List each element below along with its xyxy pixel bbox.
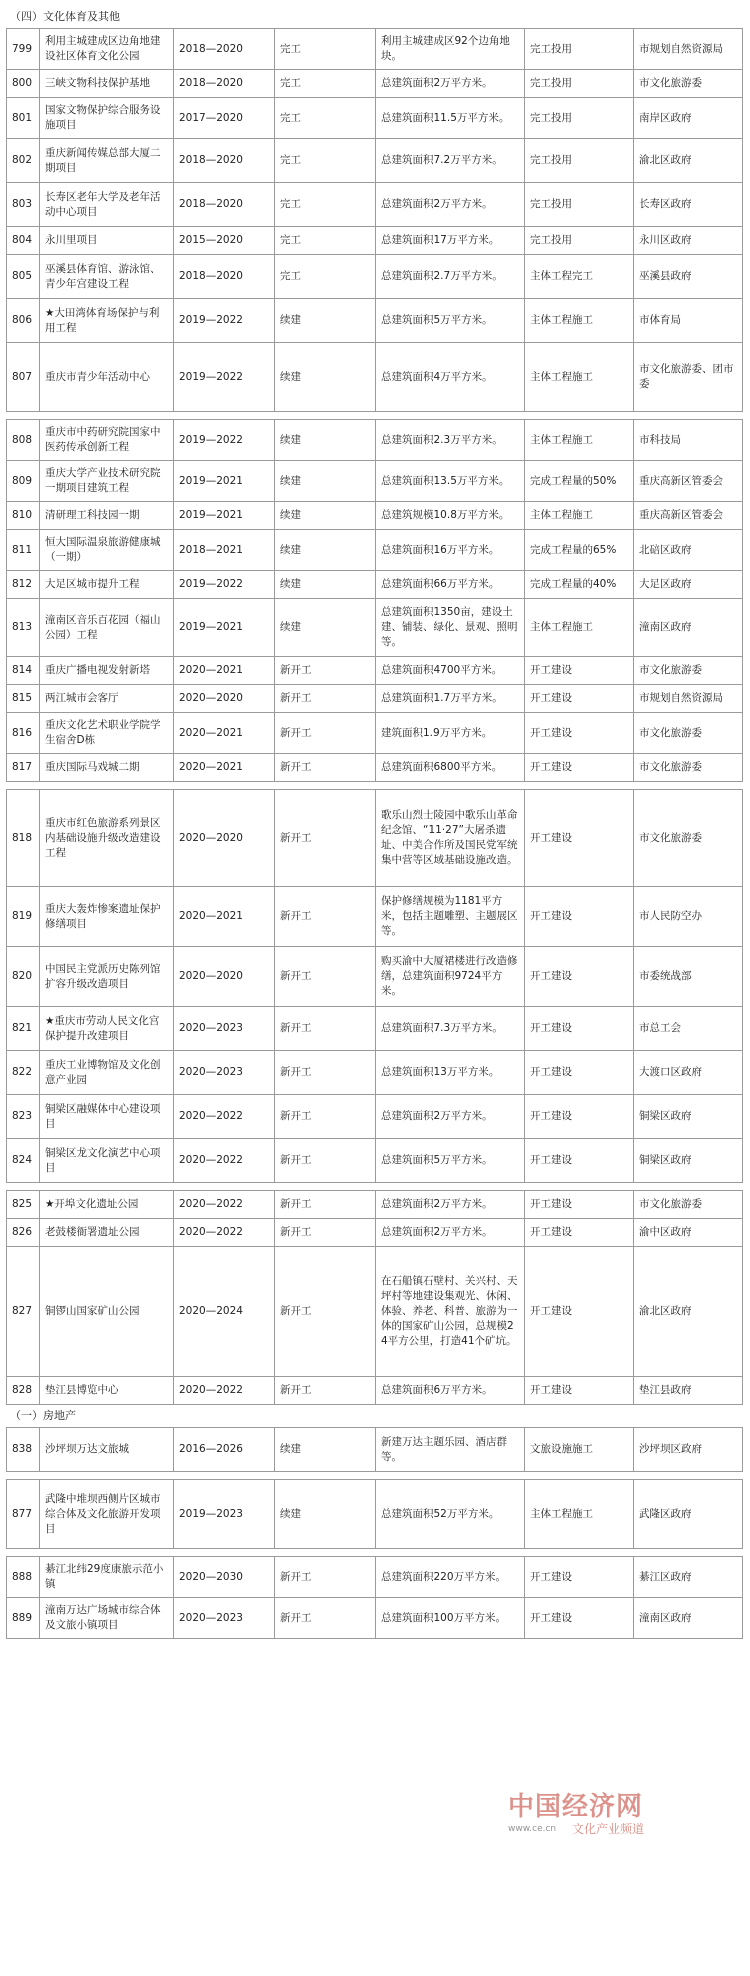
scale-cell: 总建筑面积2万平方米。 [376,1191,525,1219]
row-number-cell: 805 [7,255,40,299]
project-name-cell: 垫江县博览中心 [40,1377,174,1405]
watermark-logo: 中国经济网 [508,1792,644,1822]
progress-cell: 开工建设 [525,1095,634,1139]
period-cell: 2020—2021 [174,887,275,947]
row-number-cell: 814 [7,657,40,685]
project-name-cell: 两江城市会客厅 [40,685,174,713]
progress-cell: 开工建设 [525,1219,634,1247]
department-cell: 市体育局 [634,299,743,343]
period-cell: 2020—2022 [174,1377,275,1405]
scale-cell: 新建万达主题乐园、酒店群等。 [376,1428,525,1472]
project-name-cell: 利用主城建成区边角地建设社区体育文化公园 [40,29,174,70]
scale-cell: 总建筑面积6万平方米。 [376,1377,525,1405]
scale-cell: 总建筑面积16万平方米。 [376,530,525,571]
scale-cell: 总建筑面积7.2万平方米。 [376,139,525,183]
progress-cell: 开工建设 [525,713,634,754]
row-number-cell: 817 [7,754,40,782]
project-name-cell: 中国民主党派历史陈列馆扩容升级改造项目 [40,947,174,1007]
table-row [7,227,743,255]
department-cell: 市文化旅游委、团市委 [634,343,743,412]
department-cell: 市文化旅游委 [634,70,743,98]
table-row [7,657,743,685]
table-row [7,571,743,599]
nature-cell: 续建 [275,420,376,461]
row-number-cell: 838 [7,1428,40,1472]
document [6,6,742,1639]
table-row [7,713,743,754]
progress-cell: 开工建设 [525,887,634,947]
row-number-cell: 823 [7,1095,40,1139]
nature-cell: 新开工 [275,1051,376,1095]
row-number-cell: 824 [7,1139,40,1183]
project-name-cell: 老鼓楼衙署遗址公园 [40,1219,174,1247]
period-cell: 2020—2023 [174,1051,275,1095]
scale-cell: 总建筑面积13.5万平方米。 [376,461,525,502]
row-number-cell: 816 [7,713,40,754]
department-cell: 市文化旅游委 [634,657,743,685]
table-row [7,1247,743,1377]
period-cell: 2020—2020 [174,790,275,887]
period-cell: 2019—2021 [174,599,275,657]
period-cell: 2020—2023 [174,1598,275,1639]
table-row [7,754,743,782]
project-table [6,1427,743,1472]
table-row [7,1219,743,1247]
nature-cell: 续建 [275,1428,376,1472]
scale-cell: 总建筑面积100万平方米。 [376,1598,525,1639]
project-name-cell: 重庆市红色旅游系列景区内基础设施升级改造建设工程 [40,790,174,887]
progress-cell: 主体工程施工 [525,502,634,530]
department-cell: 潼南区政府 [634,599,743,657]
nature-cell: 续建 [275,502,376,530]
table-row [7,1191,743,1219]
table-gap [6,782,742,789]
project-name-cell: 重庆新闻传媒总部大厦二期项目 [40,139,174,183]
department-cell: 铜梁区政府 [634,1095,743,1139]
project-name-cell: 铜锣山国家矿山公园 [40,1247,174,1377]
row-number-cell: 821 [7,1007,40,1051]
project-name-cell: 重庆广播电视发射新塔 [40,657,174,685]
period-cell: 2018—2020 [174,29,275,70]
department-cell: 渝北区政府 [634,1247,743,1377]
row-number-cell: 804 [7,227,40,255]
table-row [7,299,743,343]
table-row [7,1557,743,1598]
period-cell: 2019—2022 [174,299,275,343]
progress-cell: 开工建设 [525,1191,634,1219]
project-name-cell: 大足区城市提升工程 [40,571,174,599]
row-number-cell: 889 [7,1598,40,1639]
project-name-cell: 重庆工业博物馆及文化创意产业园 [40,1051,174,1095]
period-cell: 2019—2021 [174,502,275,530]
table-row [7,1095,743,1139]
table-row [7,530,743,571]
nature-cell: 续建 [275,1480,376,1549]
progress-cell: 开工建设 [525,1557,634,1598]
progress-cell: 开工建设 [525,1139,634,1183]
row-number-cell: 826 [7,1219,40,1247]
table-row [7,1007,743,1051]
scale-cell: 总建筑面积1350亩，建设土建、铺装、绿化、景观、照明等。 [376,599,525,657]
progress-cell: 开工建设 [525,1007,634,1051]
scale-cell: 利用主城建成区92个边角地块。 [376,29,525,70]
project-name-cell: 潼南万达广场城市综合体及文旅小镇项目 [40,1598,174,1639]
table-row [7,255,743,299]
scale-cell: 总建筑面积4万平方米。 [376,343,525,412]
table-row [7,183,743,227]
nature-cell: 续建 [275,599,376,657]
table-gap [6,1183,742,1190]
period-cell: 2020—2024 [174,1247,275,1377]
period-cell: 2019—2022 [174,420,275,461]
row-number-cell: 818 [7,790,40,887]
department-cell: 渝中区政府 [634,1219,743,1247]
nature-cell: 新开工 [275,685,376,713]
period-cell: 2019—2023 [174,1480,275,1549]
table-row [7,502,743,530]
project-name-cell: 长寿区老年大学及老年活动中心项目 [40,183,174,227]
nature-cell: 完工 [275,70,376,98]
period-cell: 2019—2021 [174,461,275,502]
project-name-cell: 三峡文物科技保护基地 [40,70,174,98]
nature-cell: 新开工 [275,713,376,754]
progress-cell: 文旅设施施工 [525,1428,634,1472]
row-number-cell: 801 [7,98,40,139]
nature-cell: 新开工 [275,1377,376,1405]
row-number-cell: 813 [7,599,40,657]
progress-cell: 开工建设 [525,790,634,887]
period-cell: 2020—2023 [174,1007,275,1051]
watermark [508,1786,718,1846]
progress-cell: 开工建设 [525,1051,634,1095]
period-cell: 2020—2021 [174,754,275,782]
scale-cell: 总建筑面积2万平方米。 [376,1095,525,1139]
period-cell: 2018—2020 [174,183,275,227]
row-number-cell: 888 [7,1557,40,1598]
table-row [7,947,743,1007]
progress-cell: 开工建设 [525,754,634,782]
period-cell: 2020—2022 [174,1191,275,1219]
table-row [7,1139,743,1183]
project-name-cell: ★开埠文化遗址公园 [40,1191,174,1219]
scale-cell: 购买渝中大厦裙楼进行改造修缮，总建筑面积9724平方米。 [376,947,525,1007]
department-cell: 铜梁区政府 [634,1139,743,1183]
table-row [7,685,743,713]
table-row [7,1480,743,1549]
scale-cell: 保护修缮规模为1181平方米，包括主题雕塑、主题展区等。 [376,887,525,947]
project-name-cell: 铜梁区融媒体中心建设项目 [40,1095,174,1139]
progress-cell: 完工投用 [525,29,634,70]
project-table [6,789,743,1183]
progress-cell: 完工投用 [525,98,634,139]
period-cell: 2018—2021 [174,530,275,571]
table-gap [6,1472,742,1479]
period-cell: 2016—2026 [174,1428,275,1472]
scale-cell: 总建筑面积66万平方米。 [376,571,525,599]
period-cell: 2020—2021 [174,657,275,685]
nature-cell: 新开工 [275,1219,376,1247]
project-name-cell: 重庆国际马戏城二期 [40,754,174,782]
scale-cell: 总建筑面积52万平方米。 [376,1480,525,1549]
table-row [7,29,743,70]
row-number-cell: 800 [7,70,40,98]
department-cell: 市文化旅游委 [634,754,743,782]
period-cell: 2020—2030 [174,1557,275,1598]
row-number-cell: 808 [7,420,40,461]
project-table [6,1556,743,1639]
period-cell: 2018—2020 [174,255,275,299]
progress-cell: 完成工程量的65% [525,530,634,571]
project-name-cell: 巫溪县体育馆、游泳馆、青少年宫建设工程 [40,255,174,299]
table-gap [6,412,742,419]
project-name-cell: 铜梁区龙文化演艺中心项目 [40,1139,174,1183]
project-table [6,28,743,412]
period-cell: 2020—2020 [174,947,275,1007]
project-name-cell: 重庆大学产业技术研究院一期项目建筑工程 [40,461,174,502]
table-row [7,343,743,412]
row-number-cell: 811 [7,530,40,571]
nature-cell: 新开工 [275,947,376,1007]
scale-cell: 总建筑规模10.8万平方米。 [376,502,525,530]
progress-cell: 主体工程施工 [525,299,634,343]
table-gap [6,1549,742,1556]
period-cell: 2015—2020 [174,227,275,255]
table-row [7,599,743,657]
project-name-cell: 重庆文化艺术职业学院学生宿舍D栋 [40,713,174,754]
table-row [7,461,743,502]
nature-cell: 续建 [275,530,376,571]
department-cell: 垫江县政府 [634,1377,743,1405]
row-number-cell: 828 [7,1377,40,1405]
department-cell: 市委统战部 [634,947,743,1007]
table-row [7,70,743,98]
nature-cell: 新开工 [275,1191,376,1219]
nature-cell: 完工 [275,98,376,139]
department-cell: 重庆高新区管委会 [634,461,743,502]
progress-cell: 开工建设 [525,685,634,713]
project-table [6,1479,743,1549]
scale-cell: 总建筑面积7.3万平方米。 [376,1007,525,1051]
department-cell: 市人民防空办 [634,887,743,947]
progress-cell: 主体工程完工 [525,255,634,299]
row-number-cell: 820 [7,947,40,1007]
scale-cell: 总建筑面积2.7万平方米。 [376,255,525,299]
progress-cell: 完工投用 [525,139,634,183]
row-number-cell: 803 [7,183,40,227]
department-cell: 渝北区政府 [634,139,743,183]
table-row [7,1377,743,1405]
nature-cell: 续建 [275,461,376,502]
row-number-cell: 810 [7,502,40,530]
period-cell: 2017—2020 [174,98,275,139]
table-row [7,420,743,461]
progress-cell: 主体工程施工 [525,343,634,412]
progress-cell: 开工建设 [525,947,634,1007]
watermark-subtitle: 文化产业频道 [572,1822,645,1836]
row-number-cell: 877 [7,1480,40,1549]
project-table [6,419,743,782]
progress-cell: 主体工程施工 [525,599,634,657]
department-cell: 市科技局 [634,420,743,461]
nature-cell: 新开工 [275,1557,376,1598]
period-cell: 2019—2022 [174,571,275,599]
table-row [7,790,743,887]
period-cell: 2020—2022 [174,1139,275,1183]
department-cell: 永川区政府 [634,227,743,255]
department-cell: 潼南区政府 [634,1598,743,1639]
nature-cell: 新开工 [275,887,376,947]
nature-cell: 新开工 [275,1139,376,1183]
project-table [6,1190,743,1405]
scale-cell: 总建筑面积5万平方米。 [376,299,525,343]
department-cell: 重庆高新区管委会 [634,502,743,530]
department-cell: 市规划自然资源局 [634,685,743,713]
nature-cell: 新开工 [275,790,376,887]
table-row [7,98,743,139]
scale-cell: 总建筑面积2万平方米。 [376,70,525,98]
progress-cell: 完工投用 [525,183,634,227]
project-name-cell: 重庆市中药研究院国家中医药传承创新工程 [40,420,174,461]
row-number-cell: 807 [7,343,40,412]
progress-cell: 开工建设 [525,1247,634,1377]
period-cell: 2020—2021 [174,713,275,754]
department-cell: 大足区政府 [634,571,743,599]
project-name-cell: 永川里项目 [40,227,174,255]
nature-cell: 新开工 [275,1007,376,1051]
period-cell: 2020—2022 [174,1219,275,1247]
nature-cell: 完工 [275,183,376,227]
nature-cell: 完工 [275,29,376,70]
period-cell: 2018—2020 [174,139,275,183]
department-cell: 市文化旅游委 [634,1191,743,1219]
nature-cell: 完工 [275,227,376,255]
period-cell: 2020—2022 [174,1095,275,1139]
project-name-cell: 恒大国际温泉旅游健康城（一期） [40,530,174,571]
progress-cell: 完成工程量的50% [525,461,634,502]
scale-cell: 总建筑面积220万平方米。 [376,1557,525,1598]
row-number-cell: 802 [7,139,40,183]
row-number-cell: 809 [7,461,40,502]
row-number-cell: 827 [7,1247,40,1377]
project-name-cell: 国家文物保护综合服务设施项目 [40,98,174,139]
period-cell: 2020—2020 [174,685,275,713]
nature-cell: 完工 [275,255,376,299]
department-cell: 武隆区政府 [634,1480,743,1549]
nature-cell: 新开工 [275,657,376,685]
table-row [7,1598,743,1639]
scale-cell: 建筑面积1.9万平方米。 [376,713,525,754]
row-number-cell: 812 [7,571,40,599]
row-number-cell: 815 [7,685,40,713]
nature-cell: 续建 [275,299,376,343]
table-row [7,1428,743,1472]
progress-cell: 主体工程施工 [525,1480,634,1549]
nature-cell: 新开工 [275,1247,376,1377]
row-number-cell: 819 [7,887,40,947]
row-number-cell: 799 [7,29,40,70]
department-cell: 巫溪县政府 [634,255,743,299]
scale-cell: 总建筑面积2万平方米。 [376,1219,525,1247]
row-number-cell: 806 [7,299,40,343]
department-cell: 市规划自然资源局 [634,29,743,70]
scale-cell: 总建筑面积4700平方米。 [376,657,525,685]
scale-cell: 总建筑面积11.5万平方米。 [376,98,525,139]
scale-cell: 总建筑面积2万平方米。 [376,183,525,227]
row-number-cell: 822 [7,1051,40,1095]
row-number-cell: 825 [7,1191,40,1219]
section-title: （四）文化体育及其他 [10,10,120,23]
project-name-cell: 重庆大轰炸惨案遗址保护修缮项目 [40,887,174,947]
period-cell: 2018—2020 [174,70,275,98]
scale-cell: 总建筑面积2.3万平方米。 [376,420,525,461]
scale-cell: 歌乐山烈士陵园中歌乐山革命纪念馆、“11·27”大屠杀遗址、中美合作所及国民党军统集中营等区域基础设施改造。 [376,790,525,887]
scale-cell: 在石船镇石壁村、关兴村、天坪村等地建设集观光、休闲、体验、养老、科普、旅游为一体的国家矿山公园，总规模24平方公里，打造41个矿坑。 [376,1247,525,1377]
department-cell: 长寿区政府 [634,183,743,227]
scale-cell: 总建筑面积1.7万平方米。 [376,685,525,713]
nature-cell: 续建 [275,343,376,412]
nature-cell: 续建 [275,571,376,599]
nature-cell: 新开工 [275,1095,376,1139]
table-row [7,1051,743,1095]
department-cell: 大渡口区政府 [634,1051,743,1095]
project-name-cell: 清研理工科技园一期 [40,502,174,530]
department-cell: 綦江区政府 [634,1557,743,1598]
project-name-cell: ★重庆市劳动人民文化宫保护提升改建项目 [40,1007,174,1051]
progress-cell: 主体工程施工 [525,420,634,461]
scale-cell: 总建筑面积6800平方米。 [376,754,525,782]
scale-cell: 总建筑面积5万平方米。 [376,1139,525,1183]
department-cell: 市文化旅游委 [634,790,743,887]
progress-cell: 开工建设 [525,657,634,685]
progress-cell: 完工投用 [525,70,634,98]
progress-cell: 开工建设 [525,1598,634,1639]
department-cell: 市总工会 [634,1007,743,1051]
period-cell: 2019—2022 [174,343,275,412]
nature-cell: 新开工 [275,754,376,782]
project-name-cell: 重庆市青少年活动中心 [40,343,174,412]
scale-cell: 总建筑面积17万平方米。 [376,227,525,255]
department-cell: 市文化旅游委 [634,713,743,754]
watermark-url: www.ce.cn [508,1824,557,1834]
nature-cell: 完工 [275,139,376,183]
project-name-cell: 沙坪坝万达文旅城 [40,1428,174,1472]
project-name-cell: 潼南区音乐百花园（福山公园）工程 [40,599,174,657]
table-row [7,887,743,947]
department-cell: 南岸区政府 [634,98,743,139]
project-name-cell: 武隆中堆坝西侧片区城市综合体及文化旅游开发项目 [40,1480,174,1549]
progress-cell: 完成工程量的40% [525,571,634,599]
department-cell: 北碚区政府 [634,530,743,571]
progress-cell: 完工投用 [525,227,634,255]
project-name-cell: ★大田湾体育场保护与利用工程 [40,299,174,343]
nature-cell: 新开工 [275,1598,376,1639]
department-cell: 沙坪坝区政府 [634,1428,743,1472]
project-name-cell: 綦江北纬29度康旅示范小镇 [40,1557,174,1598]
scale-cell: 总建筑面积13万平方米。 [376,1051,525,1095]
section-title: （一）房地产 [10,1409,76,1422]
table-row [7,139,743,183]
progress-cell: 开工建设 [525,1377,634,1405]
